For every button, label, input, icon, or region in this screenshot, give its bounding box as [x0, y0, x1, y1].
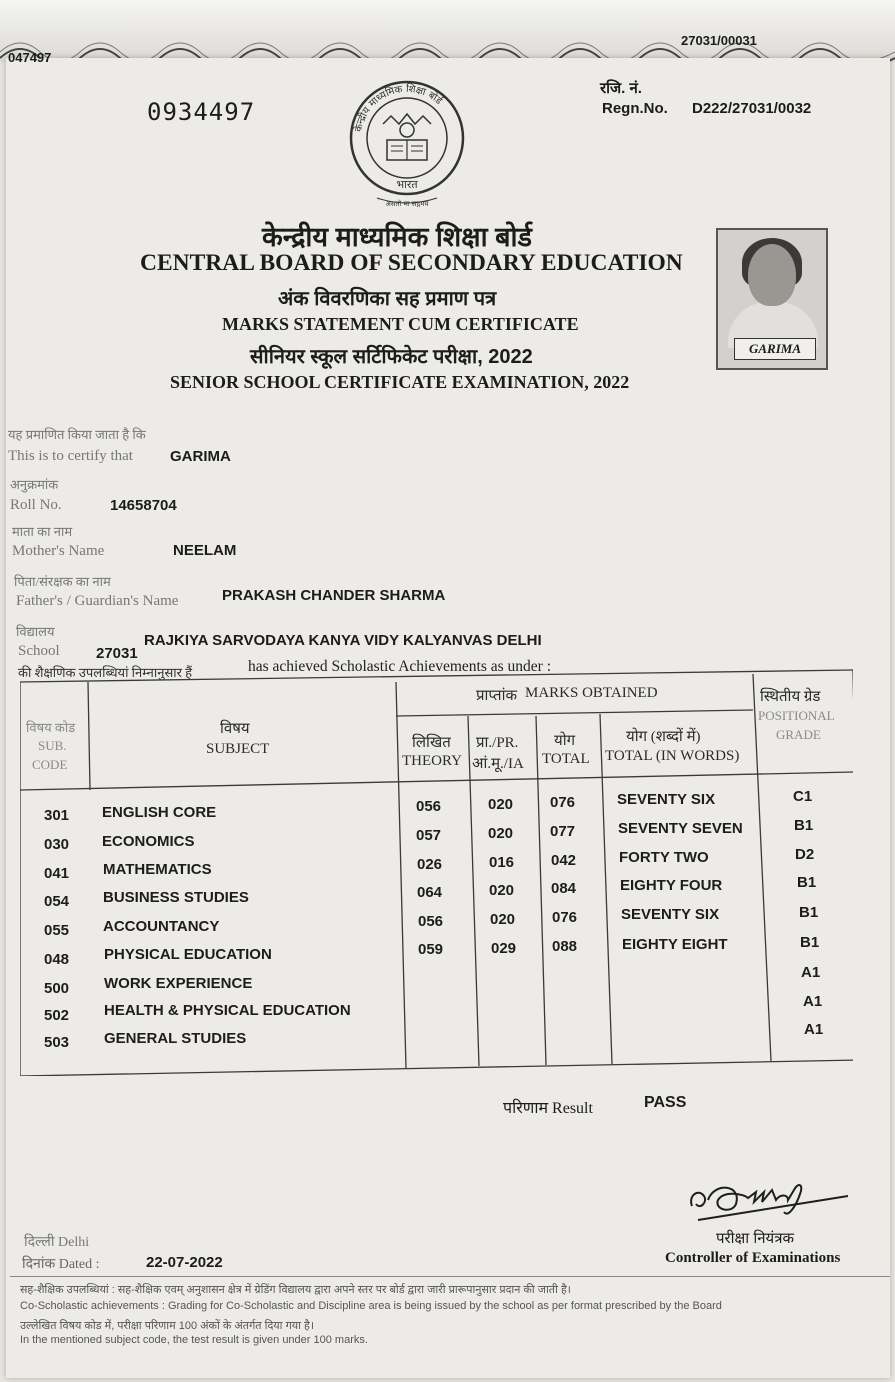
- header-total: TOTAL: [542, 751, 590, 767]
- row-subject: PHYSICAL EDUCATION: [104, 946, 272, 963]
- row-practical: 020: [489, 882, 515, 899]
- header-marks: MARKS OBTAINED: [525, 685, 658, 701]
- serial-number-left: 047497: [8, 50, 52, 65]
- header-subject: SUBJECT: [206, 741, 270, 757]
- roll-label: Roll No.: [10, 497, 62, 513]
- regn-label-hindi: रजि. नं.: [600, 80, 642, 97]
- result-value: PASS: [644, 1094, 687, 1111]
- header-code-hindi: विषय कोड: [26, 720, 76, 735]
- header-theory: THEORY: [402, 753, 462, 769]
- place-label: दिल्ली Delhi: [24, 1235, 90, 1250]
- header-code-en-1: SUB.: [38, 738, 67, 753]
- row-practical: 020: [488, 796, 514, 813]
- candidate-photo: [716, 228, 828, 370]
- footer-note-hindi-1: सह-शैक्षिक उपलब्धियां : सह-शैक्षिक एवम् अनुशासन क्षेत्र में ग्रेडिंग विद्यालय द्वारा अपने स्तर पर बोर्ड द्वारा जारी प्रारूपानुसार प्रदान की जाती है।: [20, 1284, 571, 1296]
- row-code: 030: [44, 836, 70, 853]
- header-code-en-2: CODE: [32, 757, 68, 772]
- father-label: Father's / Guardian's Name: [16, 593, 179, 609]
- mother-name: NEELAM: [173, 542, 237, 559]
- board-title-hindi: केन्द्रीय माध्यमिक शिक्षा बोर्ड: [262, 222, 532, 252]
- row-grade: B1: [799, 904, 819, 921]
- row-theory: 026: [417, 856, 443, 873]
- row-words: SEVENTY SEVEN: [618, 820, 743, 837]
- footer-note-2: In the mentioned subject code, the test result is given under 100 marks.: [20, 1334, 368, 1346]
- row-code: 048: [44, 951, 70, 968]
- controller-title: Controller of Examinations: [665, 1250, 841, 1266]
- statement-title: MARKS STATEMENT CUM CERTIFICATE: [222, 314, 579, 334]
- father-label-hindi: पिता/संरक्षक का नाम: [14, 574, 111, 589]
- row-subject: ENGLISH CORE: [102, 804, 217, 821]
- exam-title: SENIOR SCHOOL CERTIFICATE EXAMINATION, 2022: [170, 372, 630, 392]
- controller-signature: [684, 1160, 854, 1230]
- regn-label: Regn.No.: [602, 100, 668, 117]
- candidate-name: GARIMA: [170, 448, 231, 465]
- row-grade: C1: [793, 788, 813, 805]
- row-theory: 059: [418, 941, 444, 958]
- photo-name-plate: GARIMA: [734, 338, 816, 360]
- dated-label: दिनांक Dated :: [22, 1257, 100, 1272]
- regn-value: D222/27031/0032: [692, 100, 812, 117]
- father-name: PRAKASH CHANDER SHARMA: [222, 587, 446, 604]
- row-words: FORTY TWO: [619, 849, 709, 866]
- certify-label-hindi: यह प्रमाणित किया जाता है कि: [8, 427, 146, 442]
- row-grade: A1: [801, 964, 821, 981]
- row-code: 301: [44, 807, 70, 824]
- header-total-hindi: योग: [554, 733, 576, 749]
- school-code: 27031: [96, 645, 138, 662]
- row-total: 042: [551, 852, 577, 869]
- statement-title-hindi: अंक विवरणिका सह प्रमाण पत्र: [278, 288, 497, 310]
- row-total: 077: [550, 823, 576, 840]
- row-grade: B1: [797, 874, 817, 891]
- emblem-motto-text: असतो मा सद्गमय: [385, 200, 429, 208]
- achievement-label: has achieved Scholastic Achievements as under :: [248, 658, 552, 675]
- row-code: 503: [44, 1034, 70, 1051]
- row-code: 500: [44, 980, 70, 997]
- school-label: School: [18, 643, 60, 659]
- achievement-label-hindi: की शैक्षणिक उपलब्धियां निम्नानुसार हैं: [18, 665, 193, 680]
- row-theory: 057: [416, 827, 442, 844]
- row-practical: 020: [490, 911, 516, 928]
- row-words: EIGHTY EIGHT: [622, 936, 728, 953]
- header-grade-en-2: GRADE: [776, 727, 821, 742]
- row-theory: 056: [416, 798, 442, 815]
- row-total: 084: [551, 880, 577, 897]
- row-code: 055: [44, 922, 70, 939]
- row-grade: B1: [800, 934, 820, 951]
- header-words: TOTAL (IN WORDS): [605, 748, 740, 764]
- row-grade: A1: [804, 1021, 824, 1038]
- row-total: 076: [550, 794, 576, 811]
- emblem-arc-text: केन्द्रीय माध्यमिक शिक्षा बोर्ड: [353, 83, 444, 133]
- row-total: 088: [552, 938, 578, 955]
- footer-divider: [10, 1276, 890, 1277]
- header-practical-2: आं.मू./IA: [472, 756, 524, 772]
- certify-label: This is to certify that: [8, 448, 133, 464]
- header-marks-hindi: प्राप्तांक: [476, 688, 517, 704]
- header-theory-hindi: लिखित: [412, 735, 451, 751]
- row-subject: BUSINESS STUDIES: [103, 889, 249, 906]
- roll-number: 14658704: [110, 497, 177, 514]
- dated-value: 22-07-2022: [146, 1254, 223, 1271]
- header-grade-en-1: POSITIONAL: [758, 708, 835, 723]
- row-words: SEVENTY SIX: [617, 791, 716, 808]
- board-title: CENTRAL BOARD OF SECONDARY EDUCATION: [140, 250, 683, 276]
- serial-number-right: 27031/00031: [681, 33, 757, 48]
- row-subject: GENERAL STUDIES: [104, 1030, 247, 1047]
- row-subject: ECONOMICS: [102, 833, 195, 850]
- controller-title-hindi: परीक्षा नियंत्रक: [716, 1230, 795, 1247]
- result-label: परिणाम Result: [503, 1100, 593, 1117]
- cbse-emblem-icon: [343, 74, 471, 212]
- row-subject: ACCOUNTANCY: [103, 918, 220, 935]
- row-words: SEVENTY SIX: [621, 906, 720, 923]
- mother-label: Mother's Name: [12, 543, 105, 559]
- row-words: EIGHTY FOUR: [620, 877, 723, 894]
- row-subject: WORK EXPERIENCE: [104, 975, 253, 992]
- row-practical: 029: [491, 940, 517, 957]
- row-code: 502: [44, 1007, 70, 1024]
- school-label-hindi: विद्यालय: [16, 624, 55, 639]
- row-theory: 064: [417, 884, 443, 901]
- mother-label-hindi: माता का नाम: [12, 524, 73, 539]
- row-subject: MATHEMATICS: [103, 861, 212, 878]
- row-grade: D2: [795, 846, 815, 863]
- row-code: 054: [44, 893, 70, 910]
- row-grade: B1: [794, 817, 814, 834]
- row-subject: HEALTH & PHYSICAL EDUCATION: [104, 1002, 351, 1019]
- header-practical-1: प्रा./PR.: [476, 735, 519, 751]
- row-code: 041: [44, 865, 70, 882]
- footer-note-hindi-2: उल्लेखित विषय कोड में, परीक्षा परिणाम 100 अंकों के अंतर्गत दिया गया है।: [20, 1320, 315, 1332]
- row-total: 076: [552, 909, 578, 926]
- row-practical: 016: [489, 854, 515, 871]
- emblem-country-text: भारत: [396, 178, 418, 191]
- roll-label-hindi: अनुक्रमांक: [10, 477, 59, 492]
- header-words-hindi: योग (शब्दों में): [626, 729, 701, 745]
- header-subject-hindi: विषय: [220, 721, 250, 737]
- row-theory: 056: [418, 913, 444, 930]
- marks-table: [20, 668, 853, 1076]
- header-grade-hindi: स्थितीय ग्रेड: [760, 689, 821, 705]
- exam-title-hindi: सीनियर स्कूल सर्टिफिकेट परीक्षा, 2022: [250, 346, 533, 368]
- row-practical: 020: [488, 825, 514, 842]
- certificate-number: 0934497: [147, 98, 256, 126]
- school-name: RAJKIYA SARVODAYA KANYA VIDY KALYANVAS DELHI: [144, 632, 542, 649]
- row-grade: A1: [803, 993, 823, 1010]
- footer-note-1: Co-Scholastic achievements : Grading for Co-Scholastic and Discipline area is being issued by the school as per format prescribed by the Board: [20, 1300, 722, 1312]
